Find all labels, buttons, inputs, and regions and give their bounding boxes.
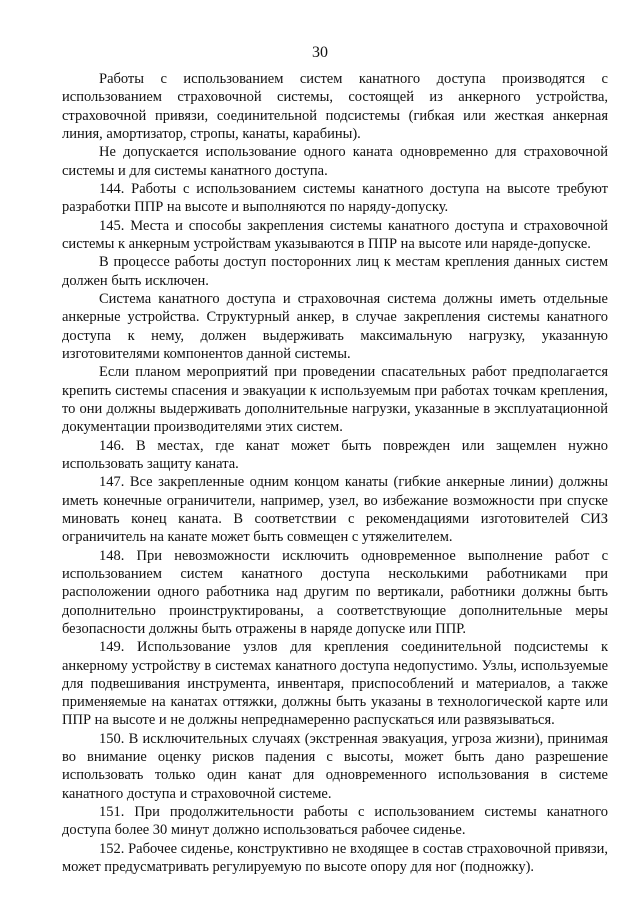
paragraph-147: 147. Все закрепленные одним концом канаты (гибкие анкерные линии) должны иметь конечные ограничители, например, узел, во избежание возможности при спуске миновать конец каната. В соответствии с рекомендациями изготовителей СИЗ ограничитель на канате может быть совмещен с утяжелителем. [62,474,608,546]
paragraph-intro-rope-access: Работы с использованием систем канатного доступа производятся с использованием страховочной системы, состоящей из анкерного устройства, страховочной привязи, соединительной подсистемы (гибкая или жесткая анкерная линия, амортизатор, стропы, канаты, карабины). [62,71,608,142]
paragraph-148: 148. При невозможности исключить одновременное выполнение работ с использованием систем канатного доступа несколькими работниками при расположении одного работника над другим по вертикали, работники должны быть дополнительно проинструктированы, а соответствующие дополнительные меры безопасности должны быть отражены в наряде допуске или ППР. [62,547,608,637]
paragraph-146: 146. В местах, где канат может быть поврежден или защемлен нужно использовать защиту каната. [62,437,608,472]
paragraph-152: 152. Рабочее сиденье, конструктивно не входящее в состав страховочной привязи, может предусматривать регулируемую по высоте опору для ног (подножку). [62,840,608,876]
paragraph-150: 150. В исключительных случаях (экстренная эвакуация, угроза жизни), принимая во внимание оценку рисков падения с высоты, может быть дано разрешение использовать только один канат для одновременного использования в системе канатного доступа и страховочной системе. [62,730,608,802]
document-body [62,70,608,876]
paragraph-151: 151. При продолжительности работы с использованием системы канатного доступа более 30 минут должно использоваться рабочее сиденье. [62,804,608,839]
paragraph-144: 144. Работы с использованием системы канатного доступа на высоте требуют разработки ППР на высоте и выполняются по наряду-допуску. [62,180,608,216]
page-number: 30 [312,44,328,61]
paragraph-rescue-plan: Если планом мероприятий при проведении спасательных работ предполагается крепить системы спасения и эвакуации к используемым при работах точкам крепления, то они должны выдерживать дополнительные нагрузки, указанные в эксплуатационной документации производителями этих систем. [62,364,608,436]
paragraph-145: 145. Места и способы закрепления системы канатного доступа и страховочной системы к анкерным устройствам указываются в ППР на высоте или наряде-допуске. [62,217,608,252]
paragraph-149: 149. Использование узлов для крепления соединительной подсистемы к анкерному устройству в системах канатного доступа недопустимо. Узлы, используемые для подвешивания инструмента, инвентаря, приспособлений и материалов, а также применяемые на канатах оттяжки, должны быть указаны в технологической карте или ППР на высоте и не должны непреднамеренно распускаться или развязываться. [62,639,608,729]
paragraph-access-restriction: В процессе работы доступ посторонних лиц к местам крепления данных систем должен быть исключен. [62,254,608,289]
paragraph-separate-anchors: Система канатного доступа и страховочная система должны иметь отдельные анкерные устройства. Структурный анкер, в случае закрепления системы канатного доступа к нему, должен выдерживать максимальную нагрузку, указанную изготовителями компонентов данной системы. [62,290,608,362]
paragraph-single-rope-prohibited: Не допускается использование одного каната одновременно для страховочной системы и для системы канатного доступа. [62,144,608,179]
